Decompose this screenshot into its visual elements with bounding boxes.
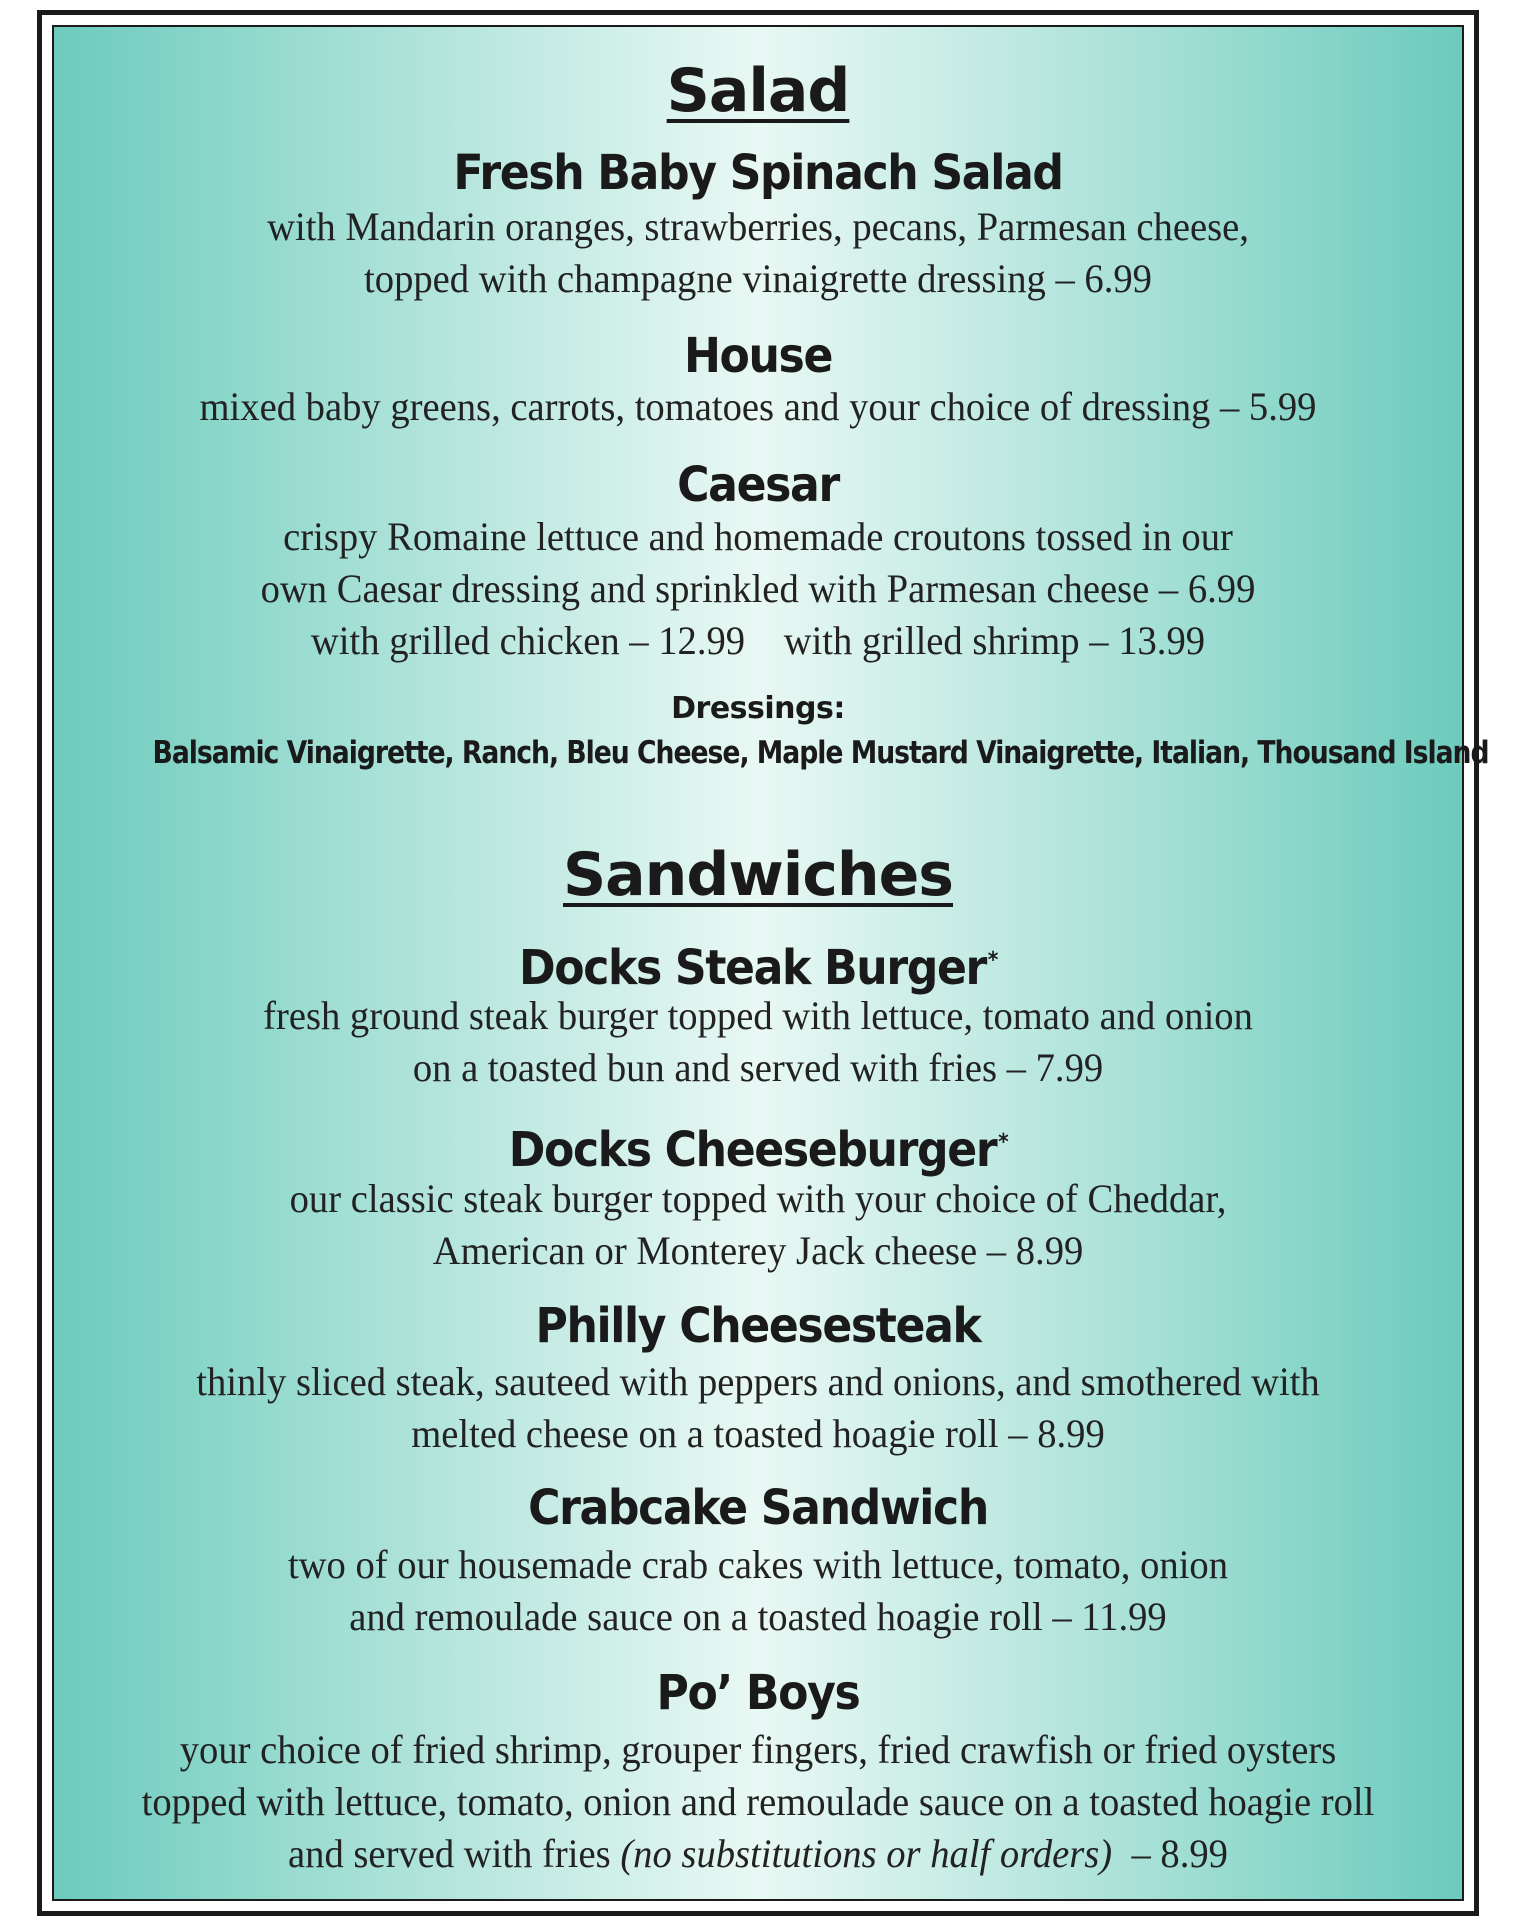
caesar-shrimp-option: with grilled shrimp – 13.99 — [783, 618, 1206, 663]
poboys-desc-3-text: and served with fries — [288, 1831, 621, 1876]
steak-burger-desc-1: fresh ground steak burger topped with lettuce, tomato and onion — [263, 993, 1253, 1038]
dressings-list: Balsamic Vinaigrette, Ranch, Bleu Cheese, Maple Mustard Vinaigrette, Italian, Thousand Island — [152, 735, 1489, 771]
cheeseburger-desc-2: American or Monterey Jack cheese – 8.99 — [432, 1228, 1084, 1273]
house-salad-desc: mixed baby greens, carrots, tomatoes and your choice of dressing – 5.99 — [199, 384, 1317, 429]
cheeseburger-desc-1: our classic steak burger topped with your choice of Cheddar, — [289, 1176, 1227, 1221]
caesar-chicken-option: with grilled chicken – 12.99 — [310, 618, 746, 663]
poboys-price: – 8.99 — [1112, 1831, 1228, 1876]
caesar-salad-title: Caesar — [677, 457, 839, 513]
cheeseburger-title — [110, 1115, 1405, 1178]
spinach-salad-desc-1: with Mandarin oranges, strawberries, pecans, Parmesan cheese, — [267, 204, 1249, 249]
cheeseburger-asterisk: * — [998, 1130, 1008, 1155]
philly-desc-2: melted cheese on a toasted hoagie roll – 8.99 — [411, 1411, 1105, 1456]
philly-title: Philly Cheesesteak — [535, 1298, 981, 1354]
menu-outer-border — [37, 10, 1489, 1916]
caesar-salad-desc-2: own Caesar dressing and sprinkled with Parmesan cheese – 6.99 — [260, 566, 1256, 611]
caesar-addons — [79, 615, 1438, 667]
poboys-title: Po’ Boys — [656, 1665, 860, 1721]
steak-burger-asterisk: * — [987, 948, 998, 973]
menu-panel — [52, 25, 1489, 1901]
crabcake-title: Crabcake Sandwich — [528, 1480, 988, 1536]
spinach-salad-desc-2: topped with champagne vinaigrette dressing – 6.99 — [364, 256, 1152, 301]
steak-burger-title — [110, 933, 1405, 996]
house-salad-title: House — [683, 328, 833, 384]
crabcake-desc-1: two of our housemade crab cakes with lettuce, tomato, onion — [287, 1542, 1229, 1587]
salad-section-title: Salad — [666, 56, 850, 126]
caesar-salad-desc-1: crispy Romaine lettuce and homemade croutons tossed in our — [283, 514, 1233, 559]
steak-burger-name: Docks Steak Burger — [518, 940, 986, 996]
spinach-salad-title: Fresh Baby Spinach Salad — [453, 145, 1063, 201]
sandwiches-section-title: Sandwiches — [562, 840, 954, 910]
poboys-desc-3 — [79, 1828, 1438, 1880]
poboys-desc-2: topped with lettuce, tomato, onion and remoulade sauce on a toasted hoagie roll — [141, 1779, 1375, 1824]
cheeseburger-name: Docks Cheeseburger — [508, 1122, 997, 1178]
poboys-note: (no substitutions or half orders) — [620, 1831, 1113, 1876]
philly-desc-1: thinly sliced steak, sauteed with peppers and onions, and smothered with — [196, 1359, 1320, 1404]
steak-burger-desc-2: on a toasted bun and served with fries – 7.99 — [412, 1045, 1104, 1090]
dressings-title: Dressings: — [671, 691, 845, 726]
crabcake-desc-2: and remoulade sauce on a toasted hoagie roll – 11.99 — [349, 1594, 1167, 1639]
poboys-desc-1: your choice of fried shrimp, grouper fingers, fried crawfish or fried oysters — [179, 1727, 1337, 1772]
